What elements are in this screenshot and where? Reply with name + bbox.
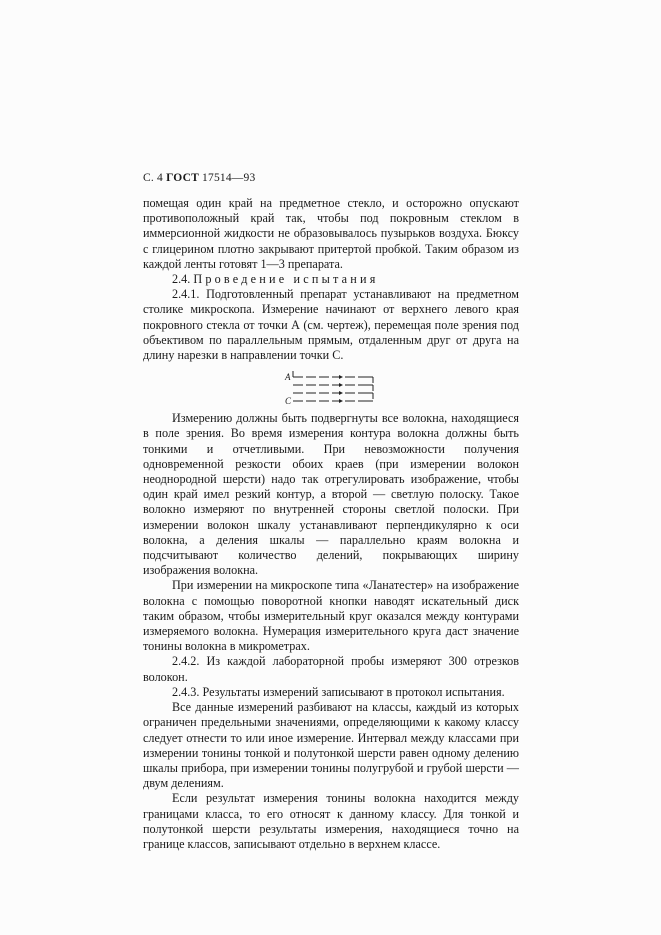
section-title: Проведение испытания [193,272,379,287]
document-body [143,196,519,852]
point-c-label: С [285,396,292,407]
scan-path-drawing [283,369,383,409]
page-number: С. 4 [143,172,163,184]
paragraph-classes: Все данные измерений разбивают на классы, каждый из которых ограничен предельными значениями, определяющими к какому классу следует отнести то или иное измерение. Интервал между классами при измерении тонины тонкой и полутонкой шерсти равен одному делению шкалы прибора, при измерении тонины полугрубой и грубой шерсти — двум делениям. [143,700,519,791]
section-heading [143,272,519,287]
standard-number: 17514—93 [202,172,256,184]
paragraph-2-4-1: 2.4.1. Подготовленный препарат устанавливают на предметном столике микроскопа. Измерение начинают от верхнего левого края покровного стекла от точки А (см. чертеж), перемещая поле зрения под объективом по параллельным прямым, отдаленным друг от друга на длину нарезки в направлении точки С. [143,287,519,363]
paragraph-2-4-3: 2.4.3. Результаты измерений записывают в протокол испытания. [172,684,505,699]
paragraph-2-4-2: 2.4.2. Из каждой лабораторной пробы измеряют 300 отрезков волокон. [143,654,519,684]
page-header [143,172,255,184]
section-number: 2.4. [172,272,191,287]
scan-path-diagram [143,363,519,411]
paragraph-measurement-rules: Измерению должны быть подвергнуты все волокна, находящиеся в поле зрения. Во время измерения контура волокна должны быть тонкими и отчетливыми. При невозможности получения одновременной резкости обоих краев (при измерении волокон неоднородной шерсти) надо так отрегулировать изображение, чтобы один край имел резкий контур, а второй — светлую полоску. Такое волокно измеряют по внутренней стороны светлой полоски. При измерении волокон шкалу устанавливают перпендикулярно к оси волокна, а деления шкалы — параллельно краям волокна и подсчитывают количество делений, покрывающих ширину изображения волокна. [143,411,519,578]
standard-name: ГОСТ [166,172,199,184]
paragraph-class-boundaries: Если результат измерения тонины волокна находится между границами класса, то его относят к данному классу. Для тонкой и полутонкой шерсти результаты измерения, находящиеся точно на границе классов, записывают отдельно в верхнем классе. [143,791,519,851]
paragraph-lanatester: При измерении на микроскопе типа «Ланатестер» на изображение волокна с помощью поворотной кнопки наводят искательный диск таким образом, чтобы измерительный круг оказался между контурами измеряемого волокна. Нумерация измерительного круга даст значение тонины волокна в микрометрах. [143,578,519,654]
point-a-label: А [285,372,291,383]
paragraph-preparation-end: помещая один край на предметное стекло, и осторожно опускают противоположный край так, чтобы под покровным стеклом в иммерсионной жидкости не образовывалось пузырьков воздуха. Бюксу с глицерином плотно закрывают притертой пробкой. Таким образом из каждой ленты готовят 1—3 препарата. [143,196,519,271]
